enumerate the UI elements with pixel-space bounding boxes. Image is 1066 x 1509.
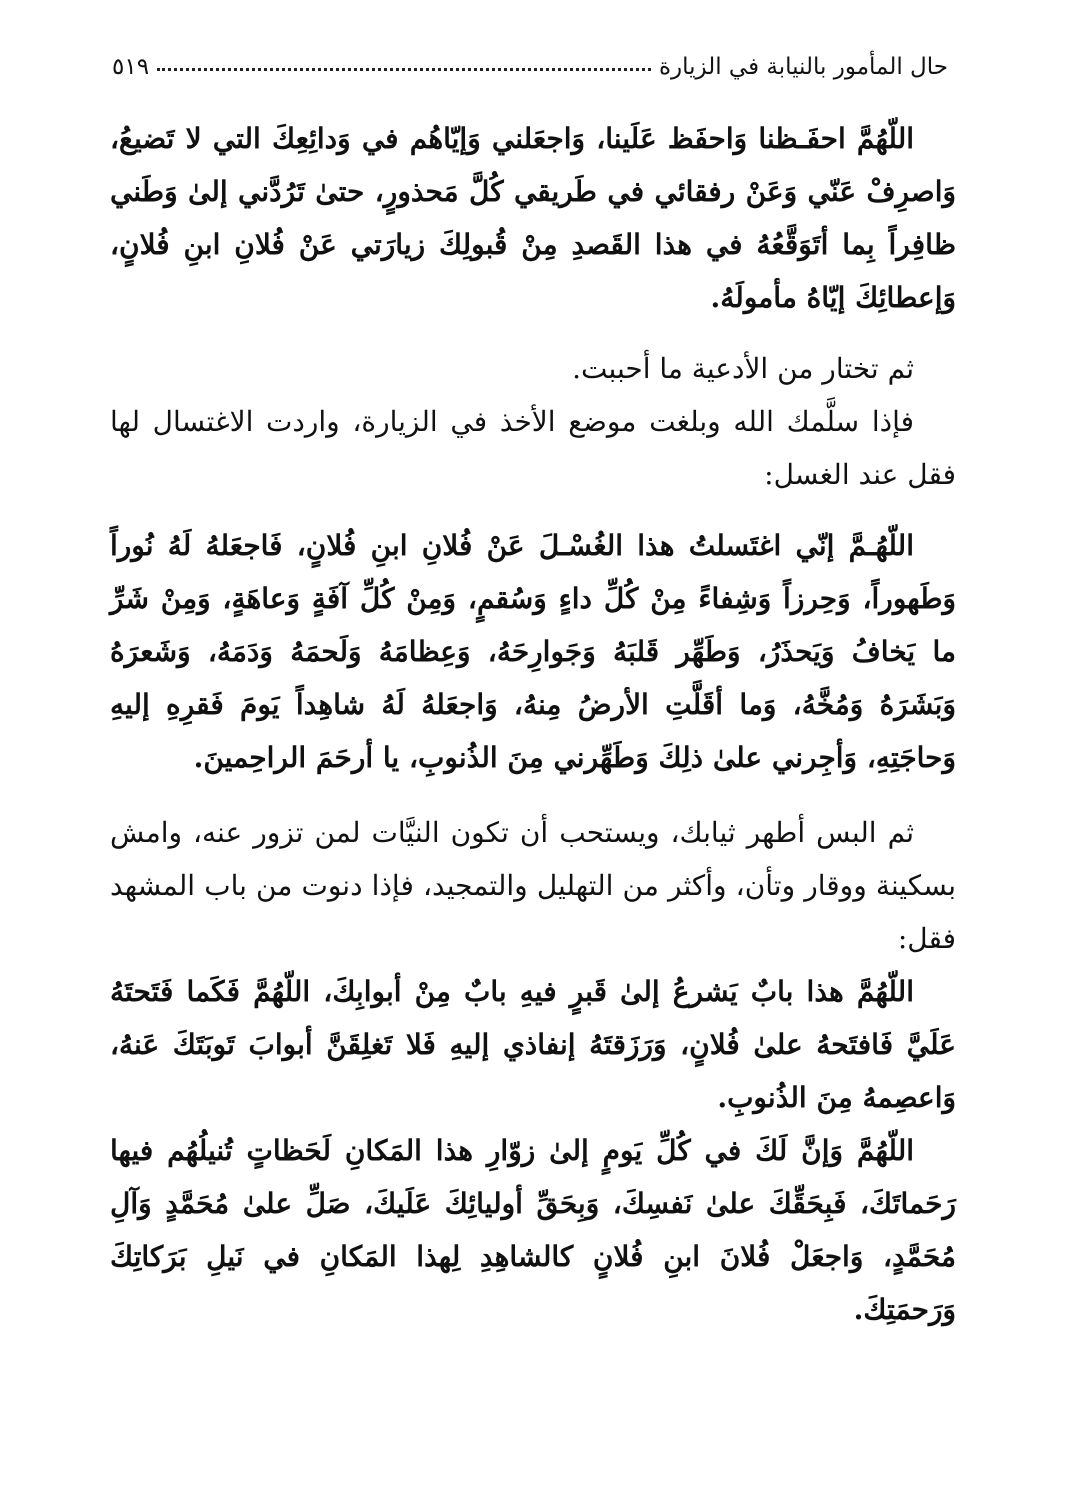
- door-supplication-paragraph: اللّهُمَّ هذا بابٌ يَشرعُ إلىٰ قَبرٍ فيهِ بابٌ مِنْ أبوابِكَ، اللّهُمَّ فَكَما فَتَحتَهُ عَلَيَّ فَافتَحهُ علىٰ فُلانٍ، وَرَزَقتَهُ إنفاذي إليهِ فَلا تَغلِقَنَّ أبوابَ تَوبَتَكَ عَنهُ، وَاعصِمهُ مِنَ الذُنوبِ.: [110, 975, 956, 1114]
- ghusl-supplication-paragraph: اللّهُـمَّ إنّي اغتَسلتُ هذا الغُسْـلَ عَنْ فُلانِ ابنِ فُلانٍ، فَاجعَلهُ لَهُ نُوراً وَطَهوراً، وَحِرزاً وَشِفاءً مِنْ كُلِّ داءٍ وَسُقمٍ، وَمِنْ كُلِّ آفَةٍ وَعاهَةٍ، وَمِنْ شَرِّ ما يَخافُ وَيَحذَرُ، وَطَهِّر قَلبَهُ وَجَوارِحَهُ، وَعِظامَهُ وَلَحمَهُ وَدَمَهُ، وَشَعرَهُ وَبَشَرَهُ وَمُخَّهُ، وَما أقَلَّتِ الأرضُ مِنهُ، وَاجعَلهُ لَهُ شاهِداً يَومَ فَقرِهِ إليهِ وَحاجَتِهِ، وَأجِرني علىٰ ذلِكَ وَطَهِّرني مِنَ الذُنوبِ، يا أرحَمَ الراحِمينَ.: [110, 529, 956, 774]
- instruction-paragraph: فإذا سلَّمك الله وبلغت موضع الأخذ في الزيارة، واردت الاغتسال لها فقل عند الغسل:: [110, 405, 956, 491]
- paragraph-spacer: [110, 784, 956, 806]
- paragraph-spacer: [110, 501, 956, 519]
- running-header: [112, 40, 948, 80]
- instruction-paragraph: ثم البس أطهر ثيابك، ويستحب أن تكون النيَّات لمن تزور عنه، وامش بسكينة ووقار وتأن، وأكثر من التهليل والتمجيد، فإذا دنوت من باب المشهد فقل:: [110, 816, 956, 955]
- instruction-paragraph: ثم تختار من الأدعية ما أحببت.: [572, 352, 914, 385]
- chapter-title: حال المأمور بالنيابة في الزيارة: [658, 54, 948, 80]
- page-body: [110, 112, 956, 1336]
- paragraph-spacer: [110, 324, 956, 342]
- dotted-leader: [157, 67, 651, 71]
- visitors-supplication-paragraph: اللّهُمَّ وَإنَّ لَكَ في كُلِّ يَومٍ إلىٰ زوّارِ هذا المَكانِ لَحَظاتٍ تُنيلُهُم فيها رَحَماتَكَ، فَبِحَقِّكَ علىٰ نَفسِكَ، وَبِحَقِّ أوليائِكَ عَلَيكَ، صَلِّ علىٰ مُحَمَّدٍ وَآلِ مُحَمَّدٍ، وَاجعَلْ فُلانَ ابنِ فُلانٍ كالشاهِدِ لِهذا المَكانِ في نَيلِ بَرَكاتِكَ وَرَحمَتِكَ.: [110, 1134, 956, 1326]
- page-number: ٥١٩: [112, 54, 150, 80]
- supplication-paragraph: اللّهُمَّ احفَـظنا وَاحفَظ عَلَينا، وَاجعَلني وَإيّاهُم في وَدائِعِكَ التي لا تَضيعُ، وَاصرِفْ عَنّي وَعَنْ رفقائي في طَريقي كُلَّ مَحذورٍ، حتىٰ تَرُدَّني إلىٰ وَطَني ظافِراً بِما أتَوَقَّعُهُ في هذا القَصدِ مِنْ قُبولِكَ زيارَتي عَنْ فُلانِ ابنِ فُلانٍ، وَإعطائِكَ إيّاهُ مأمولَهُ.: [110, 122, 956, 314]
